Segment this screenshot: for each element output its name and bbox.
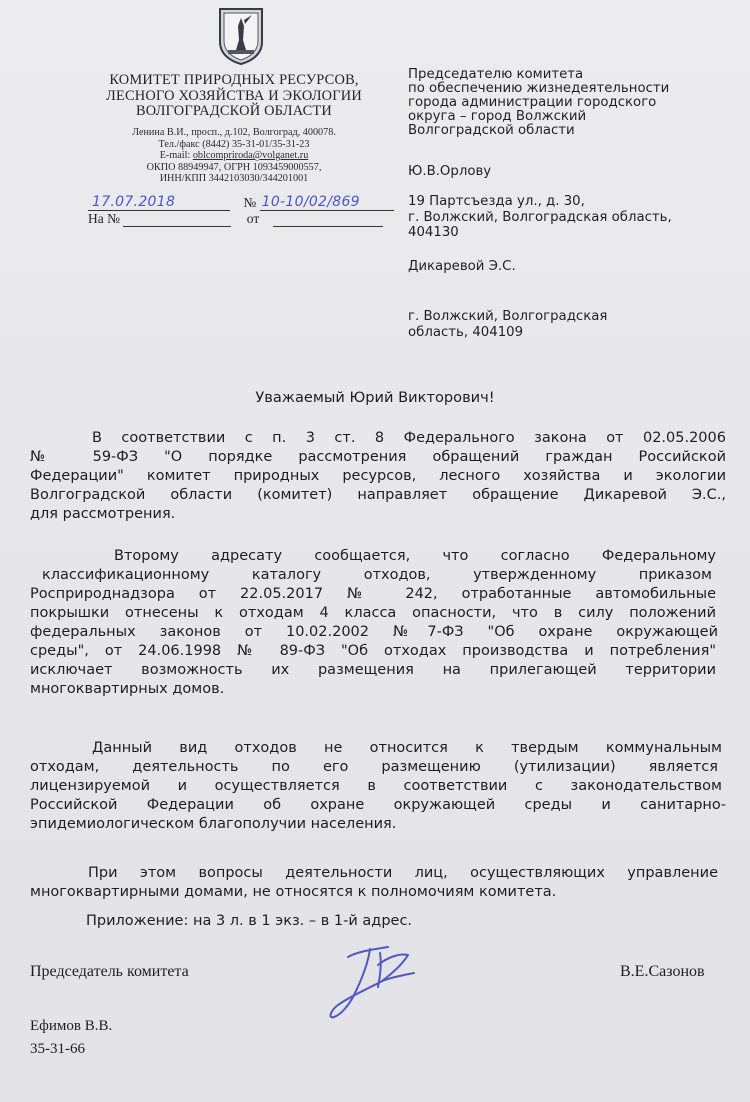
signer-name: В.Е.Сазонов xyxy=(620,963,705,980)
recipient-address xyxy=(408,194,672,241)
recipient-address-line: г. Волжский, Волгоградская область, xyxy=(408,209,672,225)
text-line: эпидемиологическом благополучии населения. xyxy=(30,816,397,832)
committee-line: КОМИТЕТ ПРИРОДНЫХ РЕСУРСОВ, xyxy=(109,72,359,88)
text-line: Приложение: на 3 л. в 1 экз. – в 1-й адрес. xyxy=(86,913,413,929)
text-line: исключает возможность их размещения на прилегающей территории xyxy=(30,662,716,678)
sender-phone: Тел./факс (8442) 35-31-01/35-31-23 xyxy=(158,138,310,150)
in-reply-label: На № xyxy=(88,211,120,226)
text-line: федеральных законов от 10.02.2002 №7-ФЗ "Об охране окружающей xyxy=(30,624,718,640)
paragraph-2 xyxy=(30,547,726,699)
recipient-name: Ю.В.Орлову xyxy=(408,164,492,179)
date-blank xyxy=(88,196,230,211)
text-line: отходам, деятельность по его размещению (утилизации) является xyxy=(30,759,718,775)
recipient-title-line: Председателю комитета xyxy=(408,67,584,82)
text-line: При этом вопросы деятельности лиц, осуществляющих управление xyxy=(88,865,718,881)
recipient-title-line: Волгоградской области xyxy=(408,123,575,138)
attachment-note xyxy=(30,912,726,931)
second-recipient-address xyxy=(408,309,607,340)
text-line: для рассмотрения. xyxy=(30,506,176,522)
second-recipient-name: Дикаревой Э.С. xyxy=(408,259,516,274)
second-address-line: область, 404109 xyxy=(408,324,524,340)
recipient-title xyxy=(408,68,669,138)
email-link[interactable]: oblcompriroda@volganet.ru xyxy=(192,150,309,162)
paragraph-3 xyxy=(30,739,726,834)
handwritten-number: 10-10/02/869 xyxy=(261,194,360,210)
recipient-title-line: по обеспечению жизнедеятельности xyxy=(408,81,670,96)
recipient-address-line: 404130 xyxy=(408,225,459,240)
text-line: Волгоградской области (комитет) направляет обращение Дикаревой Э.С., xyxy=(30,487,726,503)
executor-phone: 35-31-66 xyxy=(30,1041,85,1057)
from-label: от xyxy=(246,211,260,226)
text-line: лицензируемой и осуществляется в соответствии с законодательством xyxy=(30,778,722,794)
executor-name: Ефимов В.В. xyxy=(30,1018,113,1034)
recipient-title-line: округа – город Волжский xyxy=(408,109,587,124)
text-line: классификационному каталогу отходов, утвержденному приказом xyxy=(42,567,712,583)
salutation: Уважаемый Юрий Викторович! xyxy=(255,389,495,406)
outgoing-registration xyxy=(88,195,394,211)
recipient-address-line: 19 Партсъезда ул., д. 30, xyxy=(408,194,585,209)
sender-inn: ИНН/КПП 3442103030/344201001 xyxy=(159,173,309,185)
sender-okpo: ОКПО 88949947, ОГРН 1093459000557, xyxy=(146,161,322,173)
reply-number-blank xyxy=(123,212,231,227)
number-label: № xyxy=(243,195,257,210)
text-line: № 59-ФЗ "О порядке рассмотрения обращений граждан Российской xyxy=(30,449,726,465)
reply-registration xyxy=(88,211,383,227)
signatory-position: Председатель комитета xyxy=(30,963,189,980)
handwritten-signature xyxy=(318,935,428,1025)
coat-of-arms-icon xyxy=(216,6,266,66)
second-address-line: г. Волжский, Волгоградская xyxy=(408,309,608,324)
text-line: покрышки отнесены к отходам 4 класса опасности, что в силу положений xyxy=(30,605,716,621)
sender-address: Ленина В.И., просп., д.102, Волгоград, 400078. xyxy=(132,127,336,138)
recipient-title-line: города администрации городского xyxy=(408,95,657,110)
sender-committee-name xyxy=(64,73,404,120)
handwritten-date: 17.07.2018 xyxy=(92,194,176,210)
text-line: Второму адресату сообщается, что согласно Федеральному xyxy=(114,548,716,564)
text-line: среды", от 24.06.1998 № 89-ФЗ "Об отходах производства и потребления" xyxy=(30,643,716,659)
text-line: Данный вид отходов не относится к твердым коммунальным xyxy=(92,740,722,756)
text-line: Федерации" комитет природных ресурсов, лесного хозяйства и экологии xyxy=(30,468,726,484)
executor-info xyxy=(30,1015,112,1061)
text-line: многоквартирными домами, не относятся к полномочиям комитета. xyxy=(30,884,557,900)
committee-line: ЛЕСНОГО ХОЗЯЙСТВА И ЭКОЛОГИИ xyxy=(106,87,362,104)
text-line: Росприроднадзора от 22.05.2017 № 242, отработанные автомобильные xyxy=(30,586,716,602)
sender-requisites xyxy=(64,127,404,185)
paragraph-1 xyxy=(30,429,726,524)
text-line: В соответствии с п. 3 ст. 8 Федерального закона от 02.05.2006 xyxy=(92,430,726,446)
committee-line: ВОЛГОГРАДСКОЙ ОБЛАСТИ xyxy=(135,103,332,119)
paragraph-4 xyxy=(30,864,726,902)
email-label: E-mail: xyxy=(159,150,191,162)
text-line: многоквартирных домов. xyxy=(30,681,225,697)
sender-email-line xyxy=(64,150,404,162)
text-line: Российской Федерации об охране окружающей среды и санитарно- xyxy=(30,797,726,813)
reply-date-blank xyxy=(273,212,383,227)
number-blank xyxy=(260,196,394,211)
